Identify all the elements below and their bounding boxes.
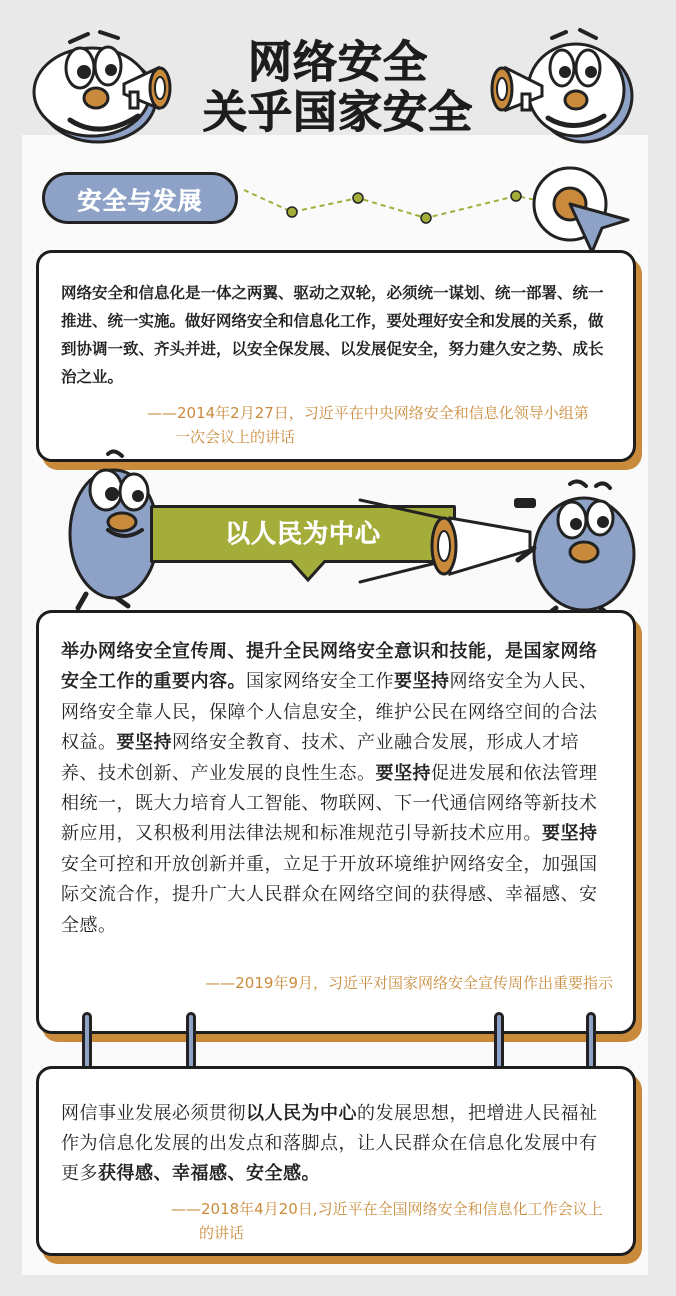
body-bold-text: 获得感、幸福感、安全感。	[98, 1163, 320, 1184]
card-body-text: 网络安全和信息化是一体之两翼、驱动之双轮，必须统一谋划、统一部署、统一推进、统一实施。做好网络安全和信息化工作，要处理好安全和发展的关系，做到协调一致、齐头并进，以安全保发展、以发展促安全，努力建久安之势、成长治之业。	[61, 284, 604, 386]
card-development-thought	[36, 1066, 636, 1256]
citation-line-1: ——2018年4月20日,习近平在全国网络安全和信息化工作会议上	[171, 1200, 603, 1218]
ribbon-pointer	[288, 560, 328, 582]
body-text: 促进发展和依法管理相统一，既大力培育人工智能、物联网、下一代通信网络等新技术新应用，又积极利用法律法规和标准规范引导新技术应用。	[61, 762, 598, 845]
body-bold-text: 要坚持	[542, 823, 598, 845]
body-bold-text: 以人民为中心	[246, 1103, 357, 1124]
binder-ring	[494, 1012, 504, 1070]
citation	[171, 1197, 621, 1245]
card-body-text	[61, 637, 613, 941]
decorative-dotted-line	[240, 180, 570, 230]
title-line-1: 网络安全	[248, 37, 428, 88]
body-text: 的发展思想，把增进人民福祉作为信息化发展的出发点和落脚点，让人民群众在信息化发展中有更多	[61, 1103, 598, 1184]
body-text: 国家网络安全工作	[246, 671, 394, 693]
binder-ring	[186, 1012, 196, 1070]
card-body-text	[61, 1099, 613, 1189]
body-text: 网络安全为人民、网络安全靠人民，保障个人信息安全，维护公民在网络空间的合法权益。	[61, 671, 598, 754]
body-text: 网络安全教育、技术、产业融合发展，形成人才培养、技术创新、产业发展的良性生态。	[61, 732, 579, 784]
body-bold-text: 要坚持	[375, 762, 431, 784]
cursor-arrow-icon	[530, 164, 634, 254]
binder-ring	[586, 1012, 596, 1070]
section-label-people-centered: 以人民为中心	[150, 505, 456, 563]
citation-line-2: 一次会议上的讲话	[175, 428, 296, 446]
body-bold-text: 要坚持	[116, 732, 172, 754]
citation	[147, 401, 617, 449]
title-line-2: 关乎国家安全	[203, 87, 473, 138]
body-bold-text: 要坚持	[394, 671, 450, 693]
card-security-development	[36, 250, 636, 462]
binder-ring	[82, 1012, 92, 1070]
citation-line-2: 的讲话	[199, 1224, 245, 1242]
body-bold-text: 举办网络安全宣传周、提升全民网络安全意识和技能，是国家网络安全工作的重要内容。	[61, 641, 598, 693]
citation-line-1: ——2014年2月27日，习近平在中央网络安全和信息化领导小组第	[147, 404, 589, 422]
section-label-security-development: 安全与发展	[42, 172, 238, 224]
cartoon-character-middle-right	[512, 478, 642, 620]
card-people-centered	[36, 610, 636, 1034]
citation: ——2019年9月，习近平对国家网络安全宣传周作出重要指示	[205, 974, 613, 992]
body-text: 网信事业发展必须贯彻	[61, 1103, 246, 1124]
body-text: 安全可控和开放创新并重，立足于开放环境维护网络安全，加强国际交流合作，提升广大人民群众在网络空间的获得感、幸福感、安全感。	[61, 853, 598, 936]
